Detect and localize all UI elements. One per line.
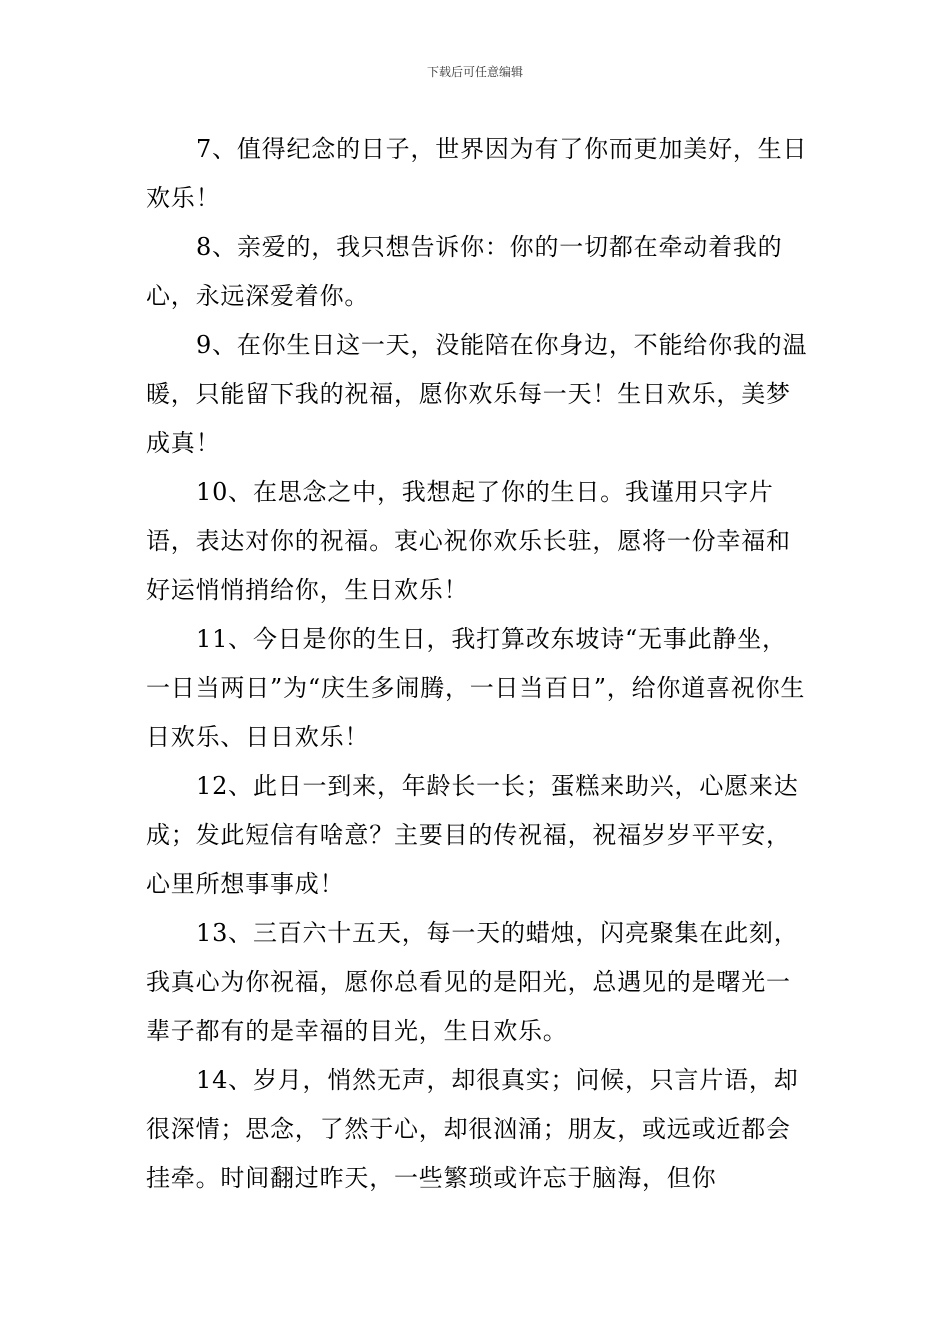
paragraph-9: 9、在你生日这一天，没能陪在你身边，不能给你我的温暖，只能留下我的祝福，愿你欢乐每一天！生日欢乐，美梦成真！ [146,331,808,457]
paragraph-7: 7、值得纪念的日子，世界因为有了你而更加美好，生日欢乐！ [146,135,808,212]
paragraph-11: 11、今日是你的生日，我打算改东坡诗“无事此静坐，一日当两日”为“庆生多闹腾，一日当百日”，给你道喜祝你生日欢乐、日日欢乐！ [146,625,806,751]
paragraph-8: 8、亲爱的，我只想告诉你：你的一切都在牵动着我的心，永远深爱着你。 [146,233,783,310]
paragraph-14: 14、岁月，悄然无声，却很真实；问候，只言片语，却很深情；思念，了然于心，却很汹涌；朋友，或远或近都会挂牵。时间翻过昨天，一些繁琐或许忘于脑海，但你 [146,1066,799,1192]
paragraph-10: 10、在思念之中，我想起了你的生日。我谨用只字片语，表达对你的祝福。衷心祝你欢乐长驻，愿将一份幸福和好运悄悄捎给你，生日欢乐！ [146,478,791,604]
paragraph-13: 13、三百六十五天，每一天的蜡烛，闪亮聚集在此刻，我真心为你祝福，愿你总看见的是阳光，总遇见的是曙光一辈子都有的是幸福的目光，生日欢乐。 [146,919,799,1045]
document-body [146,125,810,1203]
page-header: 下载后可任意编辑 [426,65,523,79]
paragraph-12: 12、此日一到来，年龄长一长；蛋糕来助兴，心愿来达成；发此短信有啥意？主要目的传祝福，祝福岁岁平平安，心里所想事事成！ [146,772,799,898]
